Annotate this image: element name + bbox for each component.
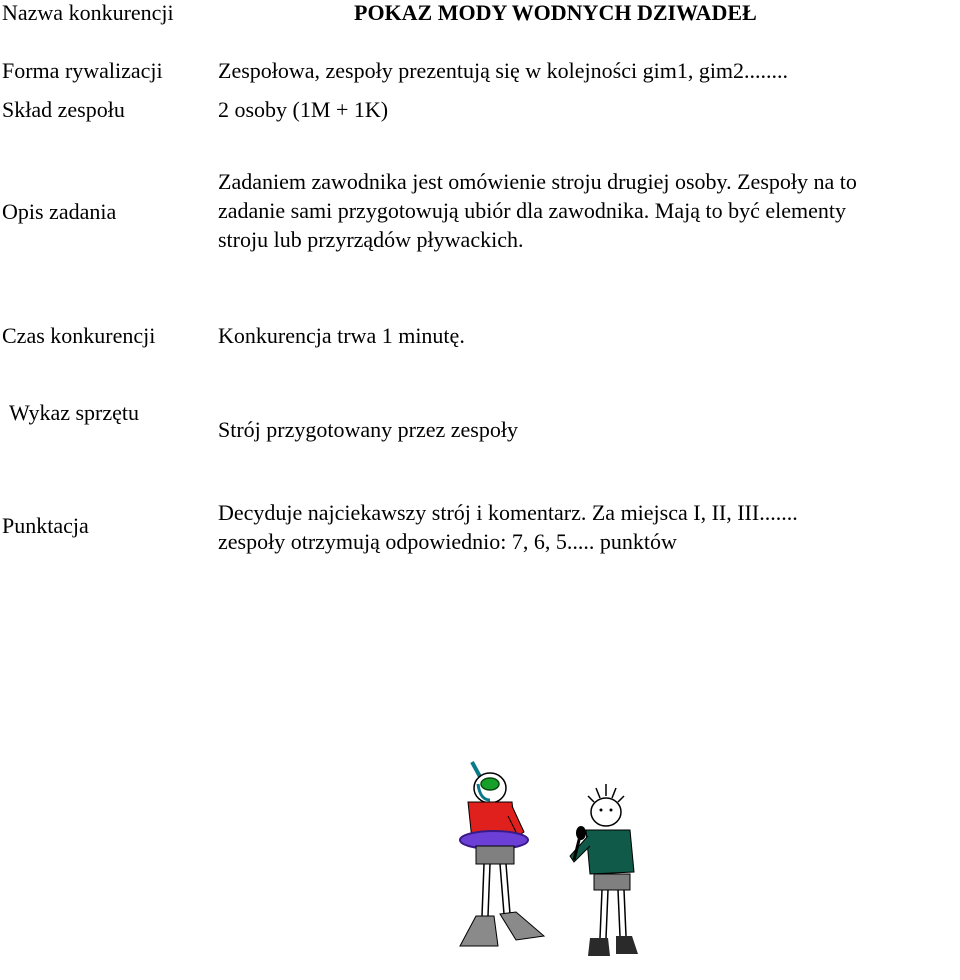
head [591,798,621,826]
form-value: Zespołowa, zespoły prezentują się w kolejności gim1, gim2........ [218,58,789,83]
diving-mask-icon [481,778,499,790]
competition-title: POKAZ MODY WODNYCH DZIWADEŁ [354,0,757,25]
scoring-line: zespoły otrzymują odpowiednio: 7, 6, 5..... punktów [218,529,677,554]
time-value: Konkurencja trwa 1 minutę. [218,323,465,348]
form-label: Forma rywalizacji [2,58,163,83]
green-shirt [586,830,634,874]
reporter-figure [570,784,638,956]
task-label: Opis zadania [2,199,117,224]
scoring-description [218,498,960,556]
fin-icon [460,916,498,946]
time-label: Czas konkurencji [2,323,156,348]
team-label: Skład zespołu [2,97,125,122]
scoring-line: Decyduje najciekawszy strój i komentarz. Za miejsca I, II, III....... [218,500,798,525]
shorts [476,846,514,864]
swimmer-figure [460,762,544,946]
team-value: 2 osoby (1M + 1K) [218,97,389,122]
equipment-label: Wykaz sprzętu [9,400,140,425]
shoe-icon [588,938,610,956]
cartoon-illustration [420,740,680,970]
task-line: Zadaniem zawodnika jest omówienie stroju drugiej osoby. Zespoły na to [218,169,857,194]
task-line: stroju lub przyrządów pływackich. [218,227,524,252]
fin-icon [500,912,544,940]
shoe-icon [616,936,638,954]
scoring-label: Punktacja [2,513,89,538]
task-line: zadanie sami przygotowują ubiór dla zawodnika. Mają to być elementy [218,198,847,223]
equipment-value: Strój przygotowany przez zespoły [218,417,518,442]
name-label: Nazwa konkurencji [2,0,174,25]
shorts [594,874,630,890]
task-description [218,167,960,254]
